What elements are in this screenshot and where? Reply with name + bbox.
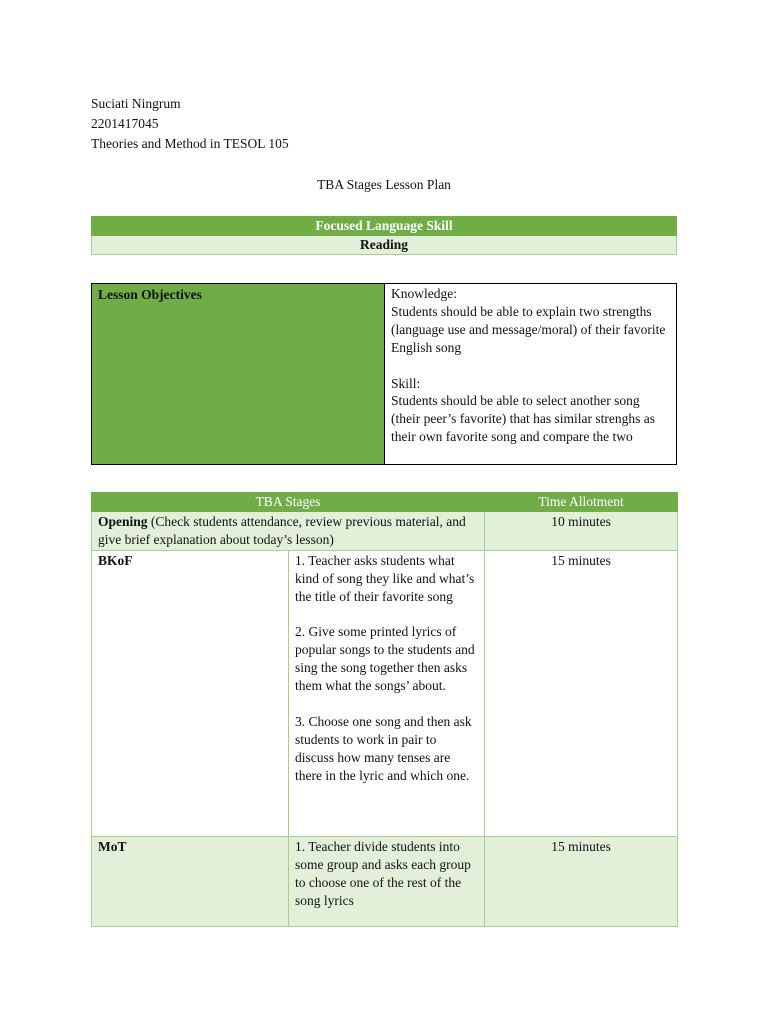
bkof-step: 3. Choose one song and then ask students to work in pair to discuss how many tenses are there in the lyric and which one. [295, 713, 472, 783]
objectives-table [91, 283, 677, 465]
mot-name: MoT [98, 838, 127, 854]
skill-label: Skill: [391, 375, 421, 391]
bkof-step: 2. Give some printed lyrics of popular songs to the students and sing the song together then asks them what the songs’ about. [295, 624, 475, 694]
opening-cell [92, 512, 485, 551]
knowledge-text: Students should be able to explain two strengths (language use and message/moral) of their favorite English song [391, 303, 666, 355]
bkof-step: 1. Teacher asks students what kind of song they like and what’s the title of their favorite song [295, 552, 475, 604]
objectives-label: Lesson Objectives [92, 284, 385, 465]
opening-time: 10 minutes [485, 512, 678, 551]
focus-heading: Focused Language Skill [92, 217, 677, 236]
table-row [92, 550, 678, 836]
bkof-steps [289, 550, 485, 836]
author-name: Suciati Ningrum [91, 96, 181, 111]
col-header-stages: TBA Stages [92, 493, 485, 512]
opening-name: Opening [98, 514, 148, 529]
author-header [91, 94, 289, 154]
opening-desc: (Check students attendance, review previous material, and give brief explanation about today’s lesson) [98, 514, 466, 547]
bkof-time: 15 minutes [485, 550, 678, 836]
knowledge-label: Knowledge: [391, 286, 457, 301]
table-row [92, 512, 678, 551]
stages-table [91, 492, 678, 927]
col-header-time: Time Allotment [485, 493, 678, 512]
table-row [92, 836, 678, 926]
focus-skill-table [91, 216, 677, 255]
mot-steps [289, 836, 485, 926]
document-title: TBA Stages Lesson Plan [317, 177, 451, 192]
objectives-content [385, 284, 677, 465]
mot-step: 1. Teacher divide students into some group and asks each group to choose one of the rest of the song lyrics [295, 838, 471, 908]
mot-time: 15 minutes [485, 836, 678, 926]
focus-value: Reading [92, 236, 677, 255]
student-id: 2201417045 [91, 116, 159, 131]
bkof-name: BKoF [98, 552, 133, 568]
course-name: Theories and Method in TESOL 105 [91, 136, 289, 151]
skill-text: Students should be able to select another song (their peer’s favorite) that has similar strenghs as their own favorite song and compare the two [391, 393, 656, 445]
